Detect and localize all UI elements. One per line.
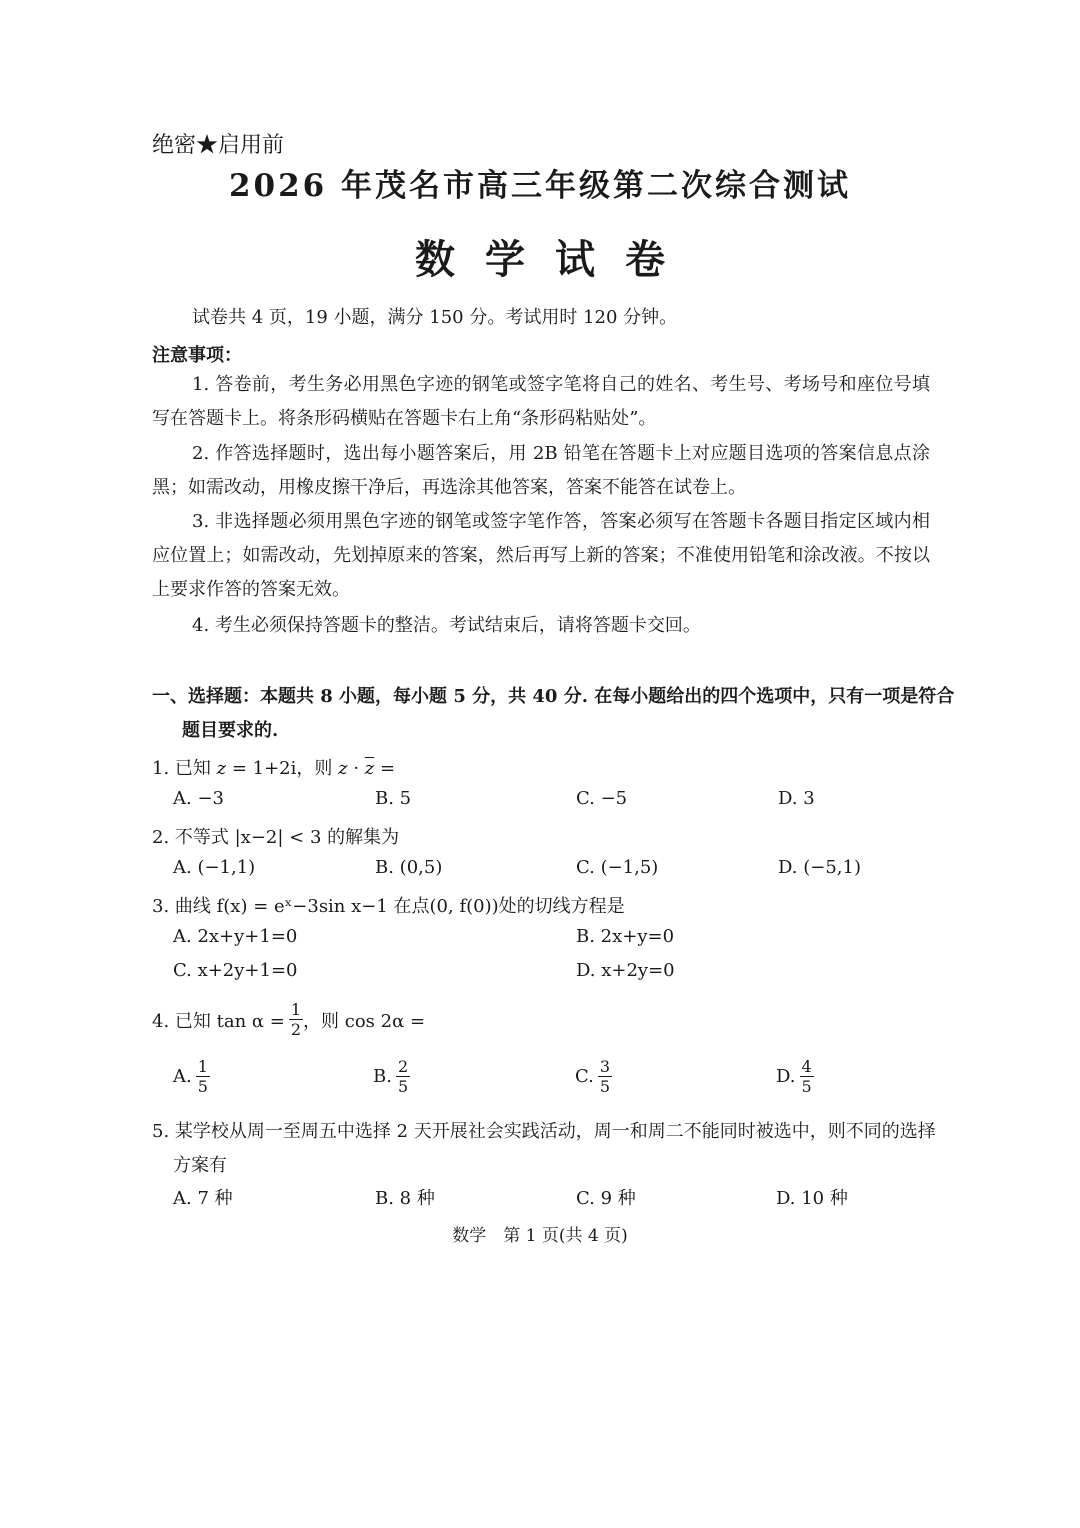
q1-eq: = 1+2i，则 bbox=[226, 758, 339, 779]
q4-option-c-label: C. bbox=[575, 1066, 594, 1087]
q4-option-d-den: 5 bbox=[801, 1077, 812, 1096]
exam-title: 2026 年茂名市高三年级第二次综合测试 bbox=[228, 168, 852, 204]
q3-option-d: D. x+2y=0 bbox=[576, 960, 675, 981]
q4-option-d bbox=[776, 1058, 814, 1095]
q4-option-a bbox=[173, 1058, 210, 1095]
question-3: 3. 曲线 f(x) = eˣ−3sin x−1 在点(0, f(0))处的切线方程是 bbox=[152, 896, 625, 917]
q4-option-a-den: 5 bbox=[197, 1077, 208, 1096]
q5-option-d: D. 10 种 bbox=[776, 1188, 848, 1209]
q4-option-d-label: D. bbox=[776, 1066, 796, 1087]
q4-option-c-fraction bbox=[598, 1058, 612, 1095]
note-item-3: 3. 非选择题必须用黑色字迹的钢笔或签字笔作答，答案必须写在答题卡各题目指定区域内相应位置上；如需改动，先划掉原来的答案，然后再写上新的答案；不准使用铅笔和涂改液。不按以上要求作答的答案无效。 bbox=[152, 511, 930, 600]
note-item-1: 1. 答卷前，考生务必用黑色字迹的钢笔或签字笔将自己的姓名、考生号、考场号和座位号填写在答题卡上。将条形码横贴在答题卡右上角“条形码粘贴处”。 bbox=[152, 374, 930, 429]
q3-option-c: C. x+2y+1=0 bbox=[173, 960, 298, 981]
q2-option-c: C. (−1,5) bbox=[576, 857, 659, 878]
q4-frac-den: 2 bbox=[290, 1020, 302, 1039]
q4-frac-num: 1 bbox=[290, 1000, 302, 1019]
q5-option-a: A. 7 种 bbox=[173, 1188, 233, 1209]
q1-option-c: C. −5 bbox=[576, 788, 628, 809]
q2-option-d: D. (−5,1) bbox=[778, 857, 861, 878]
q4-prefix: 4. 已知 tan α = bbox=[152, 1010, 285, 1032]
q4-option-a-num: 1 bbox=[197, 1057, 208, 1076]
question-5-line-1: 5. 某学校从周一至周五中选择 2 天开展社会实践活动，周一和周二不能同时被选中，则不同的选择 bbox=[152, 1121, 936, 1142]
q4-fraction bbox=[289, 1001, 303, 1038]
q1-end: = bbox=[374, 758, 396, 779]
q4-option-c bbox=[575, 1058, 612, 1095]
subject-title: 数学试卷 bbox=[415, 236, 695, 283]
q4-option-b-label: B. bbox=[373, 1066, 392, 1087]
q4-option-c-den: 5 bbox=[599, 1077, 611, 1096]
question-5-line-2: 方案有 bbox=[173, 1155, 227, 1176]
q4-option-b-den: 5 bbox=[397, 1077, 409, 1096]
notes-heading: 注意事项： bbox=[152, 345, 242, 366]
q1-prefix: 1. 已知 bbox=[152, 758, 217, 779]
q4-option-a-label: A. bbox=[173, 1066, 192, 1087]
q5-option-b: B. 8 种 bbox=[375, 1188, 435, 1209]
q4-option-c-num: 3 bbox=[599, 1057, 611, 1076]
q1-var-z2: z bbox=[338, 758, 348, 779]
note-item-2: 2. 作答选择题时，选出每小题答案后，用 2B 铅笔在答题卡上对应题目选项的答案信息点涂黑；如需改动，用橡皮擦干净后，再选涂其他答案，答案不能答在试卷上。 bbox=[152, 443, 930, 498]
section-1-heading: 一、选择题：本题共 8 小题，每小题 5 分，共 40 分. 在每小题给出的四个选项中，只有一项是符合题目要求的. bbox=[152, 686, 955, 741]
q4-option-d-num: 4 bbox=[801, 1057, 812, 1076]
exam-summary: 试卷共 4 页，19 小题，满分 150 分。考试用时 120 分钟。 bbox=[192, 307, 678, 328]
q1-option-a: A. −3 bbox=[173, 788, 224, 809]
q4-option-b-fraction bbox=[396, 1058, 410, 1095]
q1-var-zbar: $\overline{z}$ bbox=[364, 758, 375, 779]
note-item-4: 4. 考生必须保持答题卡的整洁。考试结束后，请将答题卡交回。 bbox=[192, 615, 701, 636]
q4-option-b bbox=[373, 1058, 410, 1095]
q4-suffix: ，则 cos 2α = bbox=[303, 1010, 426, 1032]
confidential-label: 绝密★启用前 bbox=[152, 133, 285, 158]
q5-option-c: C. 9 种 bbox=[576, 1188, 636, 1209]
q4-option-a-fraction bbox=[196, 1058, 210, 1095]
q2-option-b: B. (0,5) bbox=[375, 857, 443, 878]
q1-option-b: B. 5 bbox=[375, 788, 412, 809]
q2-option-a: A. (−1,1) bbox=[173, 857, 256, 878]
question-2: 2. 不等式 |x−2| < 3 的解集为 bbox=[152, 827, 400, 848]
question-4 bbox=[152, 1001, 425, 1038]
q3-option-b: B. 2x+y=0 bbox=[576, 926, 675, 947]
question-1 bbox=[152, 754, 395, 780]
q3-option-a: A. 2x+y+1=0 bbox=[173, 926, 298, 947]
q1-option-d: D. 3 bbox=[778, 788, 815, 809]
q1-var-z: z bbox=[216, 758, 227, 779]
q4-option-b-num: 2 bbox=[397, 1057, 409, 1076]
page-footer: 数学 第 1 页(共 4 页) bbox=[452, 1226, 628, 1246]
q1-dot: · bbox=[347, 758, 365, 779]
q4-option-d-fraction bbox=[800, 1058, 814, 1095]
